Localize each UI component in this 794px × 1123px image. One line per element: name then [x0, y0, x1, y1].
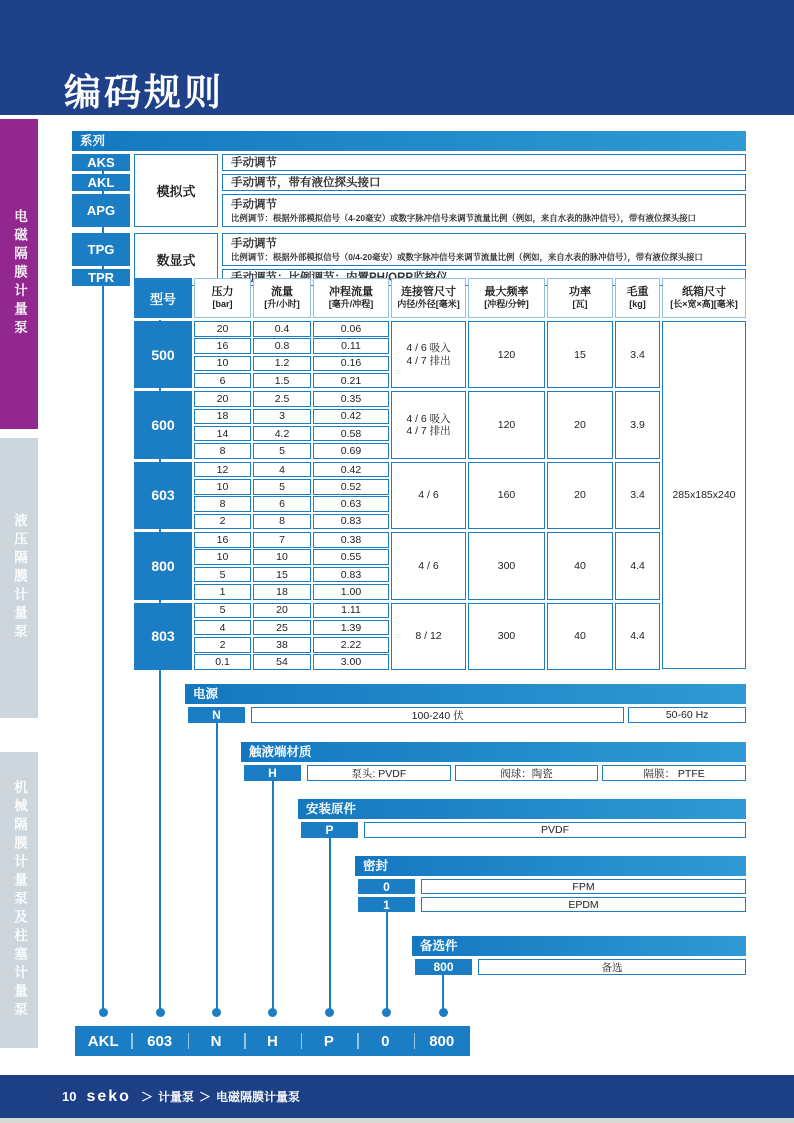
- series-type-cell: 数显式: [134, 233, 218, 286]
- sidebar-tab-electromagnetic[interactable]: [0, 119, 38, 429]
- code-segment: P: [301, 1026, 357, 1056]
- series-desc-line: 比例调节：根据外部模拟信号（4-20毫安）或数字脉冲信号来调节流量比例（例如，来自水表的脉冲信号），带有液位探头接口: [231, 212, 696, 223]
- spec-header-line1: 流量: [271, 286, 293, 298]
- spec-table-group: [134, 532, 746, 599]
- footer: [0, 1075, 794, 1118]
- spec-cell: 12: [194, 462, 251, 478]
- power-cell: 15: [547, 321, 613, 388]
- spec-table-group: [134, 462, 746, 529]
- series-desc-line: 手动调节: [231, 198, 277, 211]
- spec-table-group: [134, 391, 746, 458]
- spec-cell: 0.69: [313, 443, 389, 459]
- spec-cell: 0.16: [313, 356, 389, 372]
- spec-cell: 10: [253, 549, 311, 565]
- series-section-header: [72, 131, 746, 151]
- spec-cell: 0.42: [313, 409, 389, 425]
- spec-table-group: [134, 321, 746, 388]
- sidebar-tab-label: 液压隔膜计量泵: [12, 513, 27, 643]
- model-cell: 603: [134, 462, 192, 529]
- spec-cell: 1.00: [313, 584, 389, 600]
- model-code-bar: [75, 1026, 470, 1056]
- spec-cell: 1: [194, 584, 251, 600]
- code-segment: 0: [357, 1026, 413, 1056]
- power-cell: 20: [547, 391, 613, 458]
- pipe-size-cell: [391, 603, 466, 670]
- option-value-cell: EPDM: [421, 897, 746, 912]
- series-code-cell: AKS: [72, 154, 130, 171]
- spec-cell: 1.39: [313, 620, 389, 636]
- sidebar-tab-label: 机械隔膜计量泵及柱塞计量泵: [12, 779, 27, 1021]
- breadcrumb: [141, 1088, 300, 1105]
- spec-table: [134, 278, 746, 670]
- spec-header-cell: [547, 278, 613, 318]
- spec-cell: 4: [194, 620, 251, 636]
- spec-header-line2: [升/小时]: [264, 299, 300, 309]
- spec-cell: 2.5: [253, 391, 311, 407]
- weight-cell: 3.9: [615, 391, 660, 458]
- sidebar-tab-hydraulic[interactable]: [0, 438, 38, 718]
- spec-header-line1: 最大频率: [484, 286, 529, 298]
- breadcrumb-separator: ＞: [198, 1090, 211, 1104]
- spec-cell: 14: [194, 426, 251, 442]
- option-value-cell: 50-60 Hz: [628, 707, 746, 723]
- option-section-header: [241, 742, 746, 762]
- sidebar-tab-mechanical[interactable]: [0, 752, 38, 1048]
- spec-cell: 20: [194, 321, 251, 337]
- max-frequency-cell: 120: [468, 321, 545, 388]
- series-desc-cell: [222, 154, 746, 171]
- connector-dot: [99, 1008, 108, 1017]
- spec-cell: 16: [194, 338, 251, 354]
- option-value-cell: PVDF: [364, 822, 746, 838]
- spec-cell: 18: [253, 584, 311, 600]
- spec-cell: 2: [194, 514, 251, 530]
- spec-header-line1: 压力: [211, 286, 234, 298]
- spec-cell: 3.00: [313, 654, 389, 670]
- option-section-title: 触液端材质: [249, 745, 312, 759]
- spec-cell: 4: [253, 462, 311, 478]
- spec-cell: 1.11: [313, 603, 389, 619]
- spec-cell: 5: [194, 567, 251, 583]
- series-desc-cell: [222, 174, 746, 191]
- breadcrumb-separator: ＞: [140, 1090, 153, 1104]
- model-cell: 800: [134, 532, 192, 599]
- connector-line: [272, 781, 274, 1014]
- spec-cell: 0.52: [313, 479, 389, 495]
- max-frequency-cell: 300: [468, 603, 545, 670]
- spec-header-line2: [冲程/分钟]: [484, 299, 529, 309]
- code-segment: H: [244, 1026, 300, 1056]
- pipe-size-line: 4 / 6 吸入: [406, 342, 451, 355]
- breadcrumb-item: 计量泵: [157, 1090, 194, 1104]
- spec-cell: 54: [253, 654, 311, 670]
- spec-cell: 0.83: [313, 514, 389, 530]
- pipe-size-cell: [391, 321, 466, 388]
- spec-cell: 20: [253, 603, 311, 619]
- spec-cell: 4.2: [253, 426, 311, 442]
- max-frequency-cell: 300: [468, 532, 545, 599]
- pipe-size-line: 4 / 7 排出: [406, 425, 451, 438]
- connector-dot: [439, 1008, 448, 1017]
- brand-logo: seko: [86, 1087, 131, 1105]
- spec-cell: 0.55: [313, 549, 389, 565]
- weight-cell: 3.4: [615, 321, 660, 388]
- spec-header-cell: [391, 278, 466, 318]
- series-desc-line: 手动调节: [231, 237, 277, 250]
- option-value-cell: 阀球：陶瓷: [455, 765, 599, 781]
- spec-header-line1: 连接管尺寸: [401, 286, 456, 298]
- page-header-band: [0, 0, 794, 115]
- option-section-header: [412, 936, 746, 956]
- spec-cell: 16: [194, 532, 251, 548]
- spec-cell: 0.38: [313, 532, 389, 548]
- connector-line: [386, 912, 388, 1014]
- spec-header-cell: [313, 278, 389, 318]
- spec-cell: 0.06: [313, 321, 389, 337]
- option-value-cell: 泵头: PVDF: [307, 765, 451, 781]
- spec-header-line1: 冲程流量: [329, 286, 373, 298]
- spec-cell: 0.42: [313, 462, 389, 478]
- option-value-cell: 备选: [478, 959, 746, 975]
- series-desc-line: 手动调节: [231, 156, 277, 169]
- spec-table-header: [134, 278, 746, 318]
- spec-cell: 1.2: [253, 356, 311, 372]
- pipe-size-line: 4 / 7 排出: [406, 354, 451, 367]
- pipe-size-cell: [391, 391, 466, 458]
- spec-header-line2: 内径/外径[毫米]: [397, 299, 460, 309]
- connector-dot: [268, 1008, 277, 1017]
- spec-cell: 6: [194, 373, 251, 389]
- option-section-title: 密封: [363, 859, 389, 873]
- spec-header-line2: [瓦]: [572, 299, 588, 309]
- connector-dot: [156, 1008, 165, 1017]
- option-section-header: [298, 799, 746, 819]
- footer-bottom-strip: [0, 1118, 794, 1123]
- spec-cell: 0.63: [313, 496, 389, 512]
- spec-cell: 0.1: [194, 654, 251, 670]
- max-frequency-cell: 120: [468, 391, 545, 458]
- code-segment: 800: [414, 1026, 470, 1056]
- series-desc-cell: [222, 233, 746, 266]
- pipe-size-cell: [391, 532, 466, 599]
- model-cell: 500: [134, 321, 192, 388]
- code-segment: AKL: [87, 1032, 119, 1050]
- spec-header-cell: [253, 278, 311, 318]
- breadcrumb-item: 电磁隔膜计量泵: [215, 1090, 300, 1104]
- option-value-cell: 隔膜： PTFE: [602, 765, 746, 781]
- connector-dot: [212, 1008, 221, 1017]
- code-segment: N: [188, 1026, 244, 1056]
- series-code-cell: TPR: [72, 269, 130, 286]
- option-section-title: 安装原件: [306, 802, 357, 816]
- sidebar-tab-label: 电磁隔膜计量泵: [12, 209, 27, 339]
- spec-cell: 18: [194, 409, 251, 425]
- carton-size-cell: 285x185x240: [662, 321, 746, 669]
- option-section-title: 备选件: [420, 939, 458, 953]
- max-frequency-cell: 160: [468, 462, 545, 529]
- spec-header-cell: [468, 278, 545, 318]
- spec-header-line2: [bar]: [212, 299, 233, 309]
- option-value-cell: FPM: [421, 879, 746, 894]
- spec-cell: 0.8: [253, 338, 311, 354]
- page-title: 编码规则: [64, 72, 224, 113]
- spec-header-cell: [194, 278, 251, 318]
- spec-cell: 0.83: [313, 567, 389, 583]
- option-section-title: 电源: [193, 687, 219, 701]
- spec-cell: 6: [253, 496, 311, 512]
- pipe-size-line: 4 / 6: [418, 559, 439, 572]
- option-code-cell: P: [301, 822, 358, 838]
- spec-cell: 0.58: [313, 426, 389, 442]
- pipe-size-line: 8 / 12: [415, 630, 442, 642]
- series-type-cell: 模拟式: [134, 154, 218, 227]
- spec-cell: 8: [253, 514, 311, 530]
- spec-cell: 2.22: [313, 637, 389, 653]
- spec-cell: 5: [194, 603, 251, 619]
- spec-cell: 20: [194, 391, 251, 407]
- spec-header-line2: [kg]: [629, 299, 646, 309]
- weight-cell: 4.4: [615, 603, 660, 670]
- series-group: [72, 154, 746, 227]
- spec-cell: 0.11: [313, 338, 389, 354]
- series-desc-line: 比例调节：根据外部模拟信号（0/4-20毫安）或数字脉冲信号来调节流量比例（例如，来自水表的脉冲信号），带有液位探头接口: [231, 251, 703, 262]
- spec-cell: 25: [253, 620, 311, 636]
- option-code-cell: 800: [415, 959, 472, 975]
- spec-header-model-cell: 型号: [134, 278, 192, 318]
- connector-line: [329, 838, 331, 1014]
- option-code-cell: N: [188, 707, 245, 723]
- option-section-header: [355, 856, 746, 876]
- option-code-cell: 1: [358, 897, 415, 912]
- option-value-cell: 100-240 伏: [251, 707, 624, 723]
- option-code-cell: H: [244, 765, 301, 781]
- weight-cell: 3.4: [615, 462, 660, 529]
- option-code-cell: 0: [358, 879, 415, 894]
- model-cell: 600: [134, 391, 192, 458]
- series-desc-cell: [222, 194, 746, 227]
- spec-header-line2: [长×宽×高][毫米]: [670, 299, 738, 309]
- spec-cell: 8: [194, 443, 251, 459]
- model-cell: 803: [134, 603, 192, 670]
- spec-cell: 5: [253, 443, 311, 459]
- spec-cell: 3: [253, 409, 311, 425]
- pipe-size-line: 4 / 6 吸入: [406, 412, 451, 425]
- spec-header-line2: [毫升/冲程]: [328, 299, 374, 309]
- page-number: 10: [62, 1089, 77, 1104]
- spec-cell: 2: [194, 637, 251, 653]
- series-code-cell: AKL: [72, 174, 130, 191]
- power-cell: 40: [547, 603, 613, 670]
- connector-line: [216, 723, 218, 1014]
- series-desc-line: 手动调节，带有液位探头接口: [231, 176, 381, 189]
- spec-header-cell: [662, 278, 746, 318]
- spec-header-line1: 纸箱尺寸: [682, 286, 726, 298]
- weight-cell: 4.4: [615, 532, 660, 599]
- connector-dot: [382, 1008, 391, 1017]
- connector-dot: [325, 1008, 334, 1017]
- series-code-cell: APG: [72, 194, 130, 227]
- series-code-cell: TPG: [72, 233, 130, 266]
- spec-cell: 1.5: [253, 373, 311, 389]
- series-section-title: 系列: [80, 134, 106, 148]
- option-section-header: [185, 684, 746, 704]
- spec-table-group: [134, 603, 746, 670]
- power-cell: 20: [547, 462, 613, 529]
- spec-header-line1: 功率: [569, 286, 591, 298]
- spec-cell: 10: [194, 549, 251, 565]
- power-cell: 40: [547, 532, 613, 599]
- pipe-size-cell: [391, 462, 466, 529]
- spec-cell: 0.4: [253, 321, 311, 337]
- spec-header-cell: [615, 278, 660, 318]
- spec-cell: 10: [194, 356, 251, 372]
- spec-cell: 5: [253, 479, 311, 495]
- code-segment: 603: [131, 1026, 187, 1056]
- spec-cell: 15: [253, 567, 311, 583]
- spec-cell: 10: [194, 479, 251, 495]
- spec-cell: 0.21: [313, 373, 389, 389]
- spec-cell: 0.35: [313, 391, 389, 407]
- pipe-size-line: 4 / 6: [418, 489, 439, 502]
- spec-cell: 8: [194, 496, 251, 512]
- spec-cell: 7: [253, 532, 311, 548]
- spec-header-line1: 毛重: [626, 286, 649, 298]
- spec-cell: 38: [253, 637, 311, 653]
